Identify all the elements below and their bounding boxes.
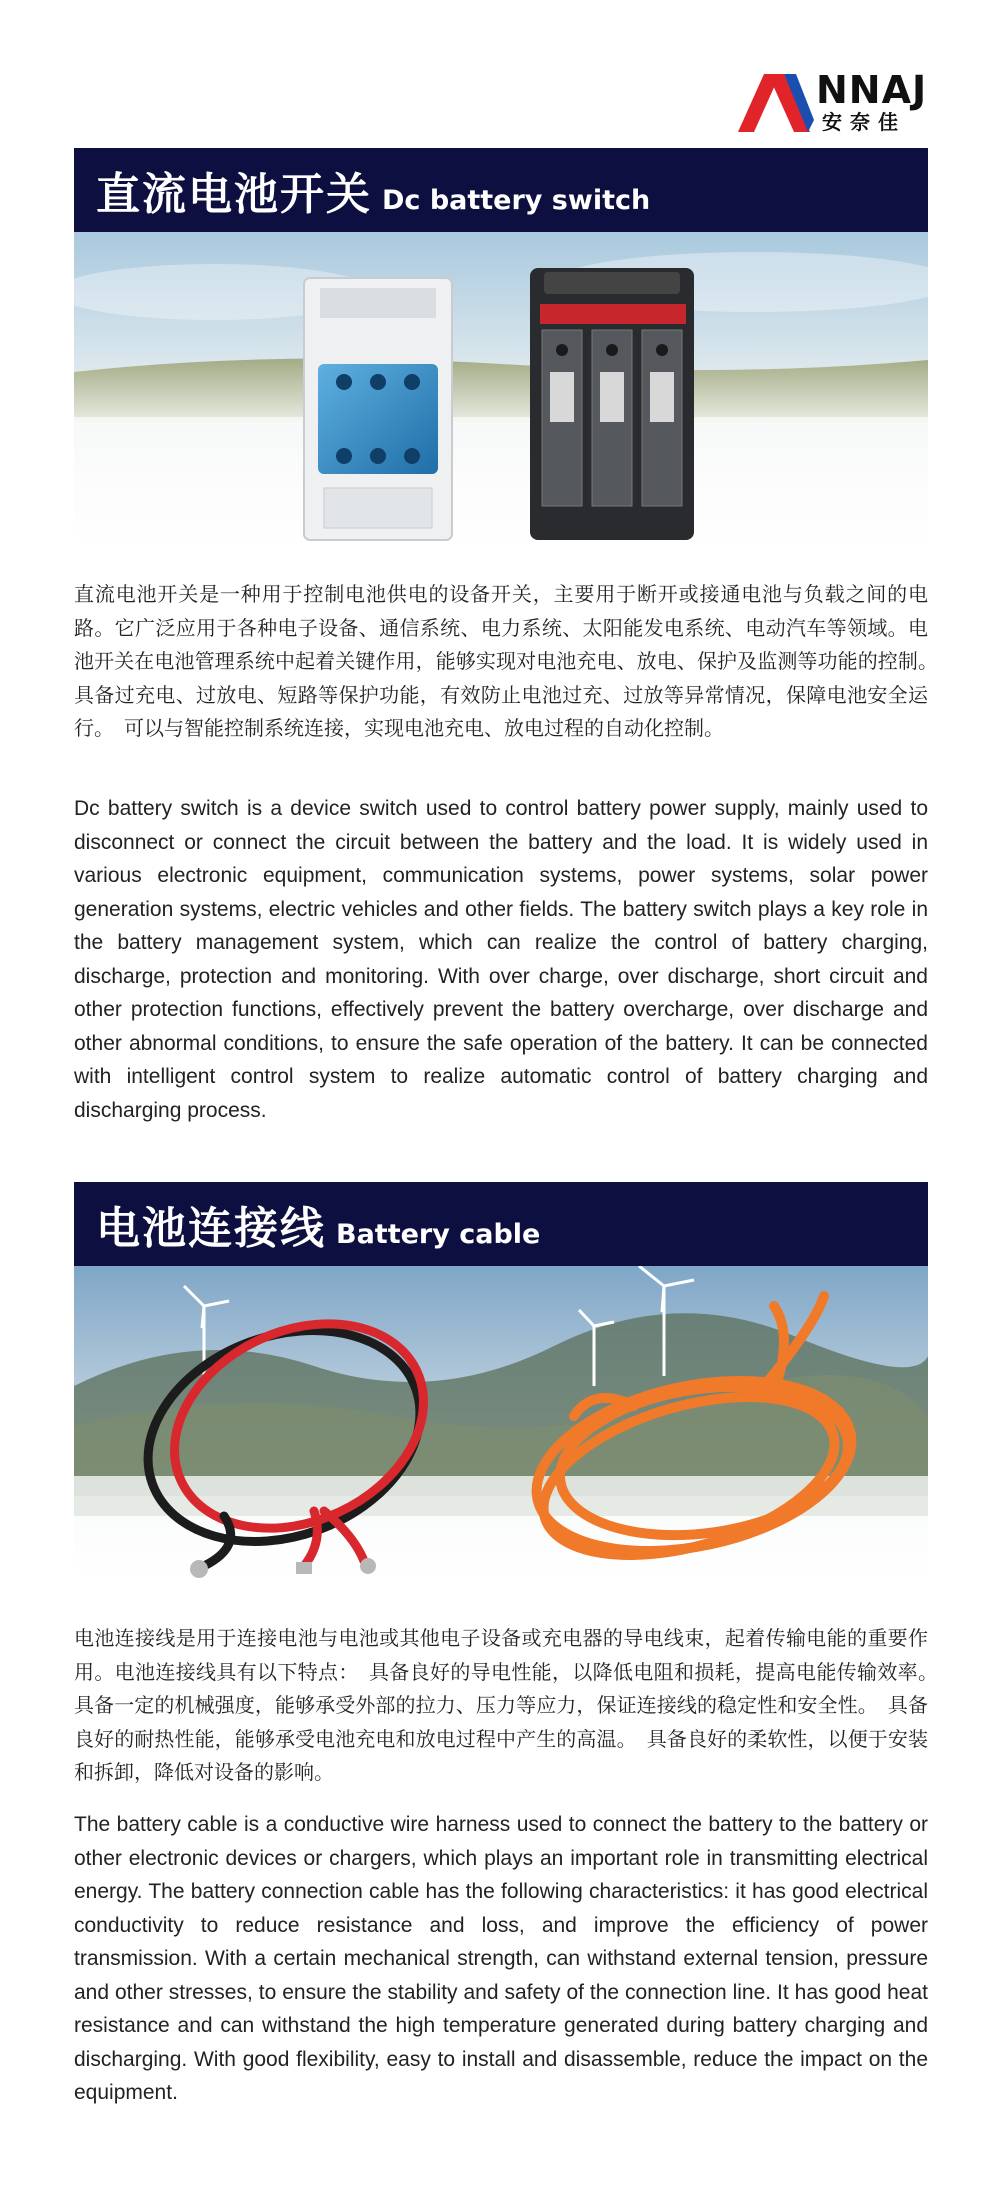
logo-brand-text: NNAJ <box>816 68 928 112</box>
section-title-cn: 直流电池开关 <box>96 169 372 220</box>
section1-description-en: Dc battery switch is a device switch used to control battery power supply, mainly used to disconnect or connect the circuit between the battery and the load. It is widely used in various electronic equipment, communication systems, power systems, solar power generation systems, electric vehicles and other fields. The battery switch plays a key role in the battery management system, which can realize the control of battery charging, discharge, protection and monitoring. With over charge, over discharge, short circuit and other protection functions, effectively prevent the battery overcharge, over discharge and other abnormal conditions, to ensure the safe operation of the battery. It can be connected with intelligent control system to realize automatic control of battery charging and discharging process. <box>74 797 928 1122</box>
battery-cable-photo <box>74 1266 928 1582</box>
fuse-switch-photo <box>74 232 928 550</box>
section-title-en: Battery cable <box>336 1219 541 1250</box>
section2-description-cn: 电池连接线是用于连接电池与电池或其他电子设备或充电器的导电线束，起着传输电能的重要作用。电池连接线具有以下特点： 具备良好的导电性能，以降低电阻和损耗，提高电能传输效率。 具备一定的机械强度，能够承受外部的拉力、压力等应力，保证连接线的稳定性和安全性。 具备良好的耐热性能，能够承受电池充电和放电过程中产生的高温。 具备良好的柔软性，以便于安装和拆卸，降低对设备的影响。 <box>74 1626 948 1784</box>
section-banner-dc-switch <box>74 148 928 232</box>
battery-cable-illustration <box>74 1266 928 1582</box>
logo-brand-cn: 安奈佳 <box>822 110 906 134</box>
section-title-cn: 电池连接线 <box>96 1203 326 1254</box>
fuse-switch-illustration <box>74 232 928 550</box>
section-title-en: Dc battery switch <box>382 185 651 216</box>
black-fuse-switch <box>530 268 694 540</box>
section-banner-battery-cable <box>74 1182 928 1266</box>
logo-mark-icon <box>738 70 818 132</box>
section1-description-cn: 直流电池开关是一种用于控制电池供电的设备开关，主要用于断开或接通电池与负载之间的电路。它广泛应用于各种电子设备、通信系统、电力系统、太阳能发电系统、电动汽车等领域。电池开关在电池管理系统中起着关键作用，能够实现对电池充电、放电、保护及监测等功能的控制。 具备过充电、过放电、短路等保护功能，有效防止电池过充、过放等异常情况，保障电池安全运行。 可以与智能控制系统连接，实现电池充电、放电过程的自动化控制。 <box>74 582 948 740</box>
white-fuse-switch <box>304 278 452 540</box>
section2-description-en: The battery cable is a conductive wire harness used to connect the battery to the battery or other electronic devices or chargers, which plays an important role in transmitting electrical energy. The battery connection cable has the following characteristics: it has good electrical conductivity to reduce resistance and loss, and improve the efficiency of power transmission. With a certain mechanical strength, can withstand external tension, pressure and other stresses, to ensure the stability and safety of the connection line. It has good heat resistance and can withstand the high temperature generated during battery charging and discharging. With good flexibility, easy to install and disassemble, reduce the impact on the equipment. <box>74 1813 928 2104</box>
brand-logo <box>738 70 928 132</box>
